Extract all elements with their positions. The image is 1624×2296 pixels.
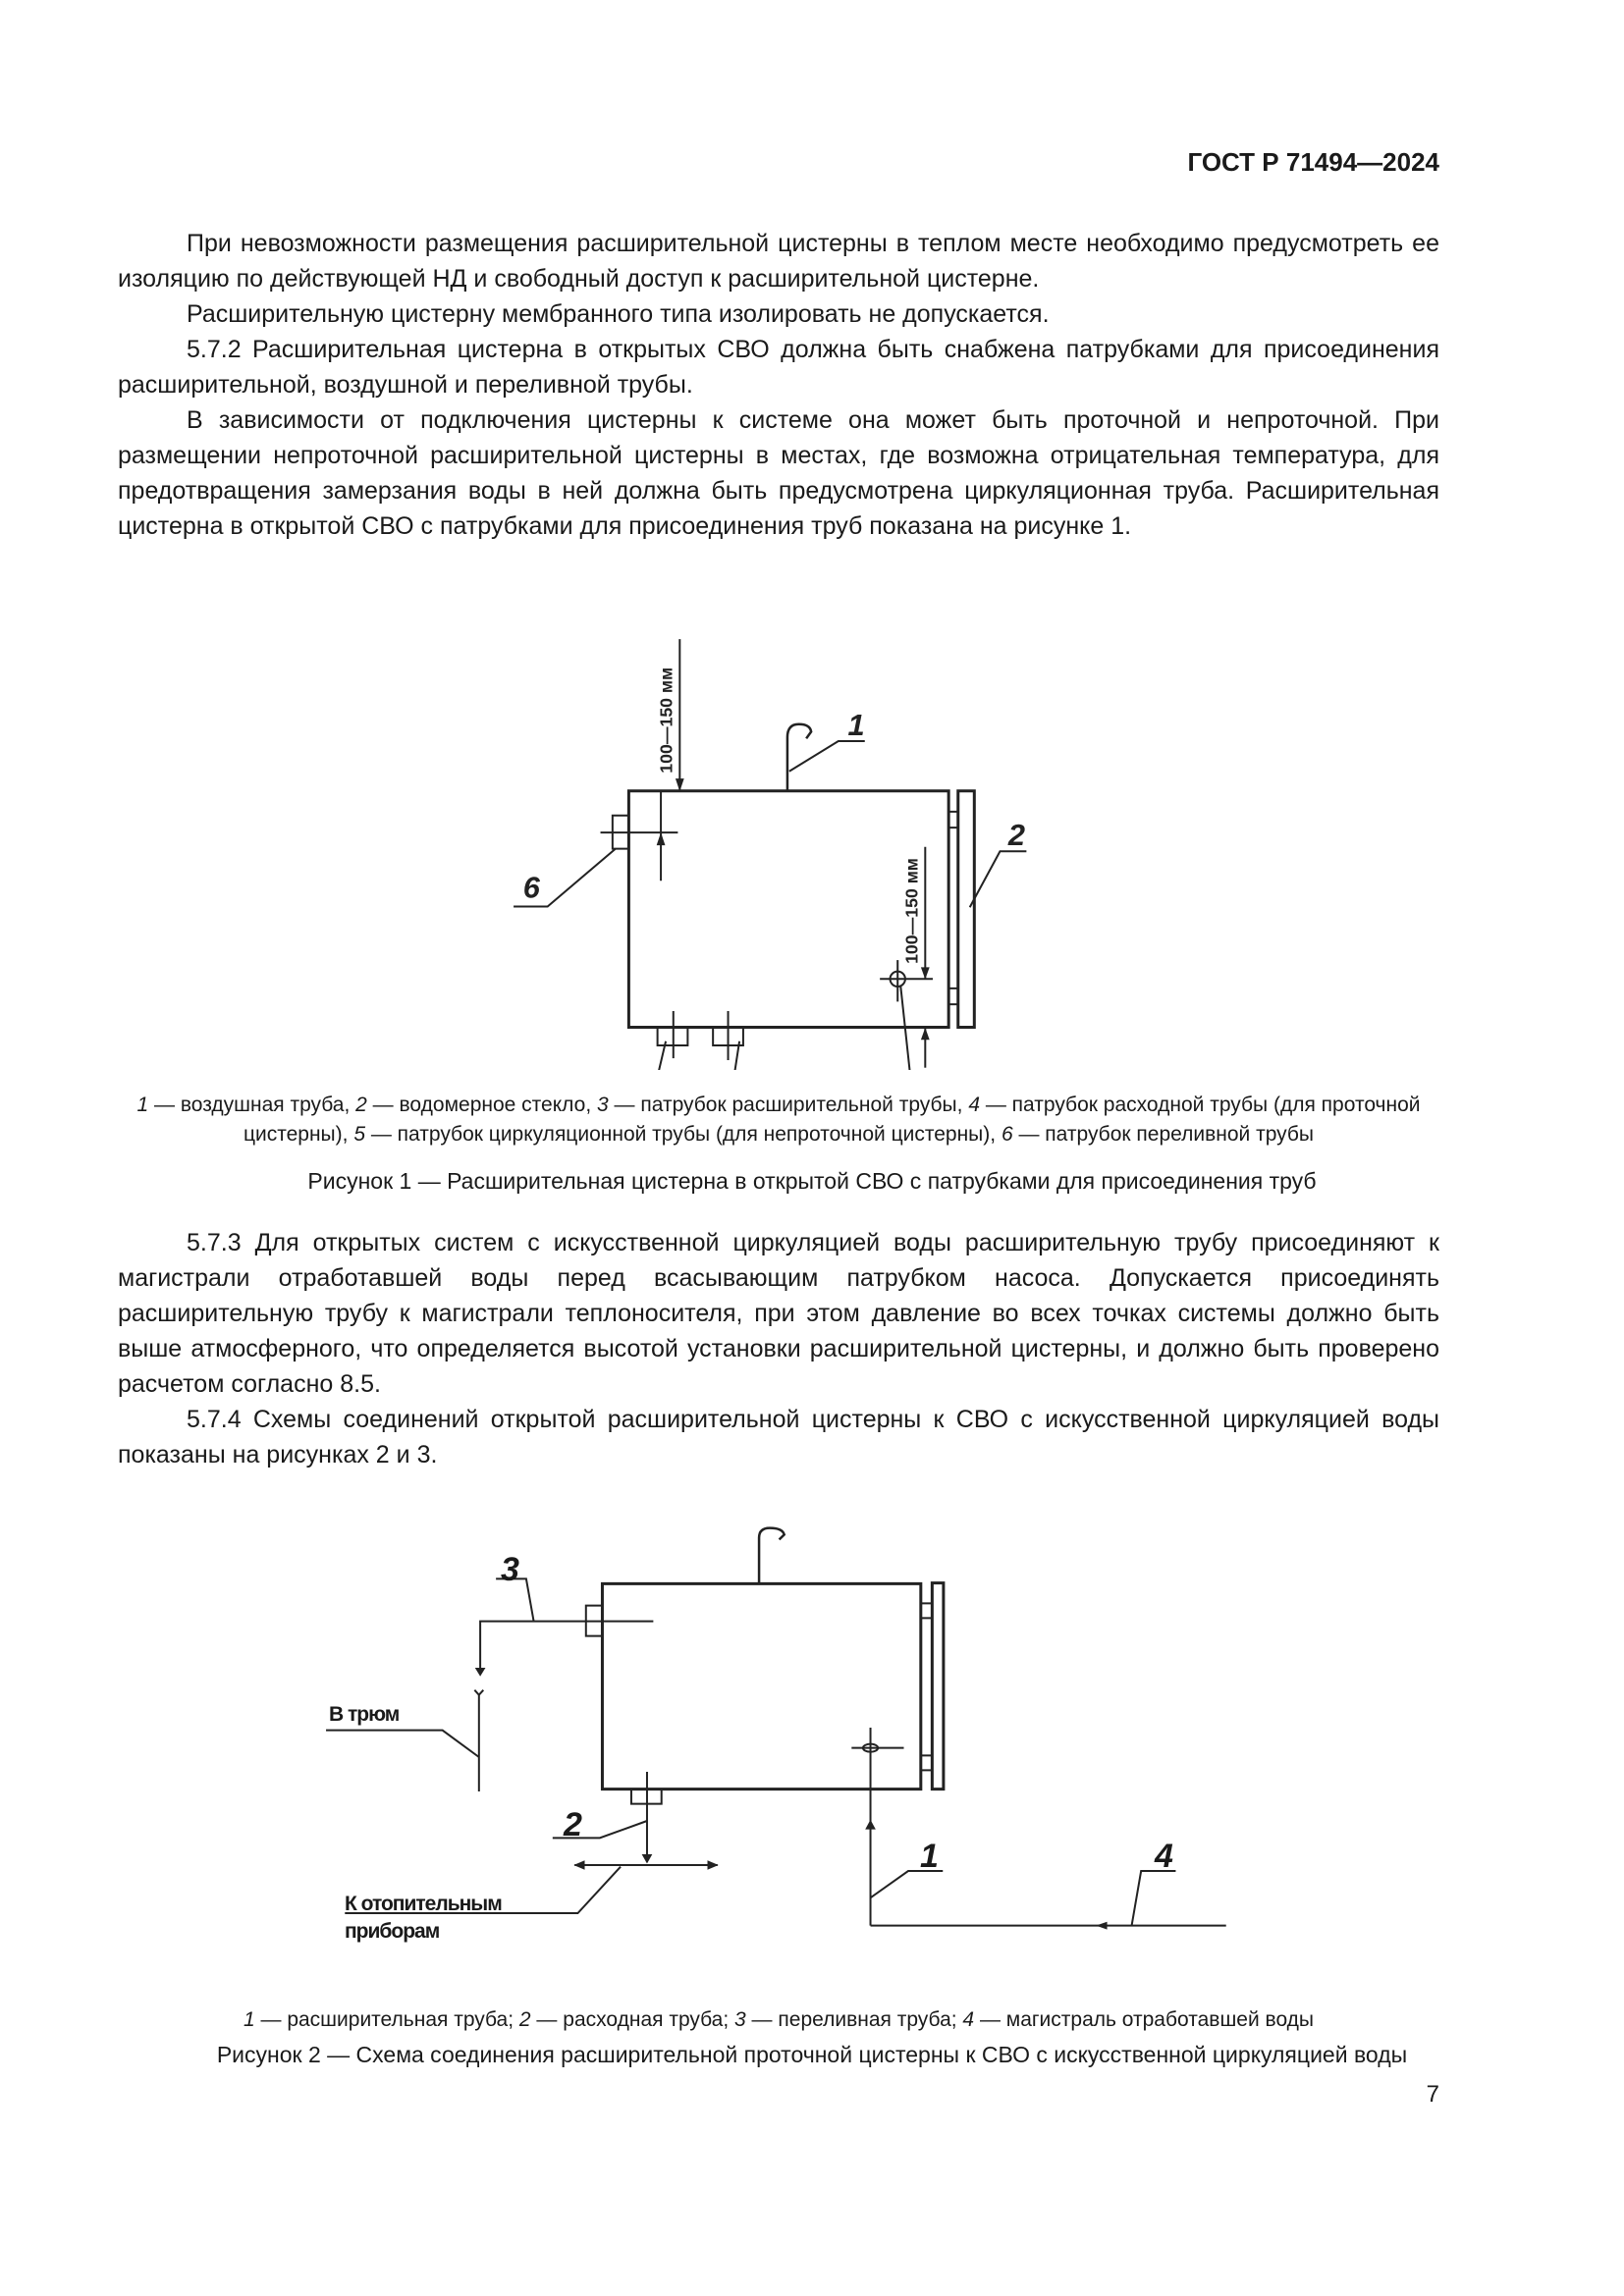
legend-item: 1 — воздушная труба, <box>136 1094 356 1116</box>
air-pipe <box>759 1528 785 1584</box>
paragraph: 5.7.2 Расширительная цистерна в открытых СВО должна быть снабжена патрубками для присоединения расширительной, воздушной и переливной трубы. <box>118 336 1439 399</box>
label-2: 2 <box>564 1806 582 1843</box>
paragraph: В зависимости от подключения цистерны к системе она может быть проточной и непроточной. При размещении непроточной расширительной цистерны в местах, где возможна отрицательная температура, для предотвращения замерзания воды в ней должна быть предусмотрена циркуляционная труба. Расширительная цистерна в открытой СВО с патрубками для присоединения труб показана на рисунке 1. <box>118 406 1439 540</box>
figure-2-caption: Рисунок 2 — Схема соединения расширительной проточной цистерны к СВО с искусственной циркуляцией воды <box>216 2042 1408 2067</box>
legend-item: 3 — переливная труба; <box>734 2008 963 2031</box>
to-heaters-label: К отопительным <box>345 1893 502 1915</box>
body-text-mid <box>118 1225 1439 1472</box>
label-1: 1 <box>920 1838 939 1875</box>
dimension-label-right: 100—150 мм <box>901 858 922 964</box>
label-4: 4 <box>1155 1838 1173 1875</box>
page-number: 7 <box>1426 2081 1439 2108</box>
figure-2-legend <box>118 2005 1439 2035</box>
to-heaters-label-2: приборам <box>345 1920 440 1943</box>
figure-1-drawing <box>491 618 1080 1070</box>
document-id: ГОСТ Р 71494—2024 <box>1187 147 1439 177</box>
legend-item: 5 — патрубок циркуляционной трубы (для непроточной цистерны), <box>353 1123 1001 1146</box>
label-3: 3 <box>501 1551 519 1588</box>
figure-1-caption: Рисунок 1 — Расширительная цистерна в открытой СВО с патрубками для присоединения труб <box>307 1168 1317 1194</box>
legend-item: 2 — водомерное стекло, <box>355 1094 597 1116</box>
legend-item: 3 — патрубок расширительной трубы, <box>597 1094 969 1116</box>
label-2: 2 <box>1007 817 1026 852</box>
dimension-label-top: 100—150 мм <box>656 667 677 774</box>
gauge-glass <box>932 1583 944 1789</box>
gauge-glass <box>958 791 975 1028</box>
paragraph: 5.7.3 Для открытых систем с искусственной циркуляцией воды расширительную трубу присоединяют к магистрали отработавшей воды перед всасывающим патрубком насоса. Допускается присоединять расширительную трубу к магистрали теплоносителя, при этом давление во всех точках системы должно быть выше атмосферного, что определяется высотой установки расширительной цистерны, и должно быть проверено расчетом согласно 8.5. <box>118 1229 1439 1398</box>
legend-item: 6 — патрубок переливной трубы <box>1001 1123 1315 1146</box>
legend-item: 4 — патрубок расходной трубы (для проточной цистерны), <box>243 1094 1421 1146</box>
legend-item: 4 — магистраль отработавшей воды <box>962 2008 1315 2031</box>
legend-item: 2 — расходная труба; <box>518 2008 735 2031</box>
label-1: 1 <box>847 708 865 743</box>
paragraph: Расширительную цистерну мембранного типа изолировать не допускается. <box>187 300 1050 328</box>
legend-item: 1 — расширительная труба; <box>243 2008 519 2031</box>
body-text-top <box>118 226 1439 544</box>
label-6: 6 <box>522 870 540 905</box>
paragraph: 5.7.4 Схемы соединений открытой расширительной цистерны к СВО с искусственной циркуляцией воды показаны на рисунках 2 и 3. <box>118 1406 1439 1468</box>
air-pipe <box>787 724 811 791</box>
tank-body <box>602 1583 920 1789</box>
to-hold-label: В трюм <box>329 1703 400 1726</box>
figure-1-legend <box>118 1091 1439 1149</box>
paragraph: При невозможности размещения расширительной цистерны в теплом месте необходимо предусмотреть ее изоляцию по действующей НД и свободный доступ к расширительной цистерне. <box>118 230 1439 293</box>
